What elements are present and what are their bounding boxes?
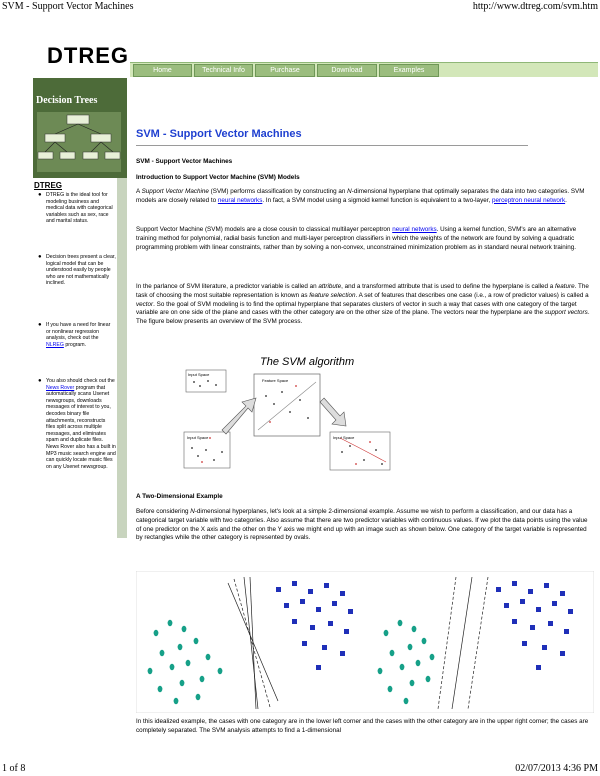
nav-technical-info-button[interactable]: Technical Info bbox=[194, 64, 253, 77]
sidebar-item-text: program. bbox=[63, 341, 87, 348]
print-footer-date: 02/07/2013 4:36 PM bbox=[515, 763, 598, 774]
figure-label: Feature Space bbox=[262, 378, 289, 383]
news-rover-link[interactable]: News Rover bbox=[46, 384, 75, 391]
neural-networks-link[interactable]: neural networks bbox=[392, 226, 437, 233]
bullet-icon: ● bbox=[38, 192, 42, 198]
nav-examples-button[interactable]: Examples bbox=[379, 64, 439, 77]
nav-purchase-button[interactable]: Purchase bbox=[255, 64, 315, 77]
paragraph: Before considering N-dimensional hyperplanes, let's look at a simple 2-dimensional example. Assume we wish to perform a classification, and our data has a categorical target variable with two categories. Also assume that there are two predictor variables with continuous values. If we plot the data points using the value of one predictor on the X axis and the other on the Y axis we might end up with an image such as shown below. One category of the target variable is represented by rectangles while the other category is represented by ovals. bbox=[136, 508, 588, 542]
paragraph: In this idealized example, the cases with one category are in the lower left corner and the cases with the other category are in the upper right corner; the cases are completely separated. The SVM analysis attempts to find a 1-dimensional bbox=[136, 718, 589, 734]
figure-label: Input Space bbox=[188, 372, 210, 377]
nav-home-button[interactable]: Home bbox=[133, 64, 192, 77]
dtreg-logo[interactable]: DTREG bbox=[47, 43, 129, 68]
section-heading: Introduction to Support Vector Machine (SVM) Models bbox=[136, 174, 300, 181]
two-dimensional-example-figure bbox=[136, 571, 594, 713]
sidebar-heading[interactable]: DTREG bbox=[34, 181, 62, 190]
decision-tree-image bbox=[37, 112, 121, 172]
paragraph: A Support Vector Machine (SVM) performs classification by constructing an N-dimensional hyperplane that optimally separates the data into two categories. SVM models are closely related to neural networks. In fact, a SVM model using a sigmoid kernel function is equivalent to a two-layer, perceptron neural network. bbox=[136, 188, 585, 204]
print-footer bbox=[0, 762, 600, 776]
perceptron-link[interactable]: perceptron neural network bbox=[491, 196, 566, 204]
title-divider bbox=[136, 145, 528, 146]
bullet-icon: ● bbox=[38, 322, 42, 328]
sidebar-item-text: If you have a need for linear or nonlinear regression analysis, check out the bbox=[46, 322, 111, 342]
sidebar-banner-title: Decision Trees bbox=[36, 95, 98, 106]
svm-algorithm-figure bbox=[180, 352, 408, 476]
section-heading: SVM - Support Vector Machines bbox=[136, 158, 233, 165]
paragraph: Support Vector Machine (SVM) models are a close cousin to classical multilayer perceptron neural networks. Using a kernel function, SVM's are an alternative training method for polynomial, radial basis function and multi-layer perceptron classifiers in which the weights of the network are found by solving a quadratic programming problem with linear constraints, rather than by solving a non-convex, unconstrained minimization problem as in standard neural network training. bbox=[136, 226, 577, 251]
nav-download-button[interactable]: Download bbox=[317, 64, 377, 77]
nlreg-link[interactable]: NLREG bbox=[46, 341, 64, 348]
figure-label: Input Space bbox=[187, 435, 209, 440]
print-header-url: http://www.dtreg.com/svm.htm bbox=[472, 1, 598, 12]
figure-label: Input Space bbox=[333, 435, 355, 440]
sidebar-item-text: program that automatically scans Usenet newsgroups, downloads messages of interest to you, decodes binary file attachments, reconstructs files split across multiple messages, and eliminates spam and duplicate files. News Rover also has a built in MP3 music search engine and can quickly locate music files on any Usenet newsgroup. bbox=[46, 384, 116, 470]
bullet-icon: ● bbox=[38, 254, 42, 260]
sidebar-item-text: DTREG is the ideal tool for modeling business and medical data with categorical variables such as sex, race and marital status. bbox=[46, 192, 113, 225]
neural-networks-link[interactable]: neural networks bbox=[217, 196, 263, 204]
figure-title: The SVM algorithm bbox=[260, 356, 355, 368]
sidebar-item-text: You also should check out the bbox=[46, 378, 115, 384]
paragraph: In the parlance of SVM literature, a predictor variable is called an attribute, and a transformed attribute that is used to define the hyperplane is called a feature. The task of choosing the most suitable representation is known as feature selection. A set of features that describes one case (i.e., a row of predictor values) is called a vector. So the goal of SVM modeling is to find the optimal hyperplane that separates clusters of vector in such a way that cases with one category of the target variable are on one side of the plane and cases with the other category are on the other size of the plane. The vectors near the hyperplane are the support vectors. The figure below presents an overview of the SVM process. bbox=[136, 283, 590, 326]
print-header bbox=[0, 0, 600, 14]
print-header-title: SVM - Support Vector Machines bbox=[2, 1, 134, 12]
page-title: SVM - Support Vector Machines bbox=[136, 128, 302, 140]
bullet-icon: ● bbox=[38, 378, 42, 384]
sidebar-item-text: Decision trees present a clear, logical model that can be understood easily by people who are not mathematically inclined. bbox=[46, 254, 116, 287]
print-footer-page: 1 of 8 bbox=[2, 763, 26, 774]
sidebar-strip bbox=[117, 178, 127, 538]
section-heading: A Two-Dimensional Example bbox=[136, 493, 223, 500]
